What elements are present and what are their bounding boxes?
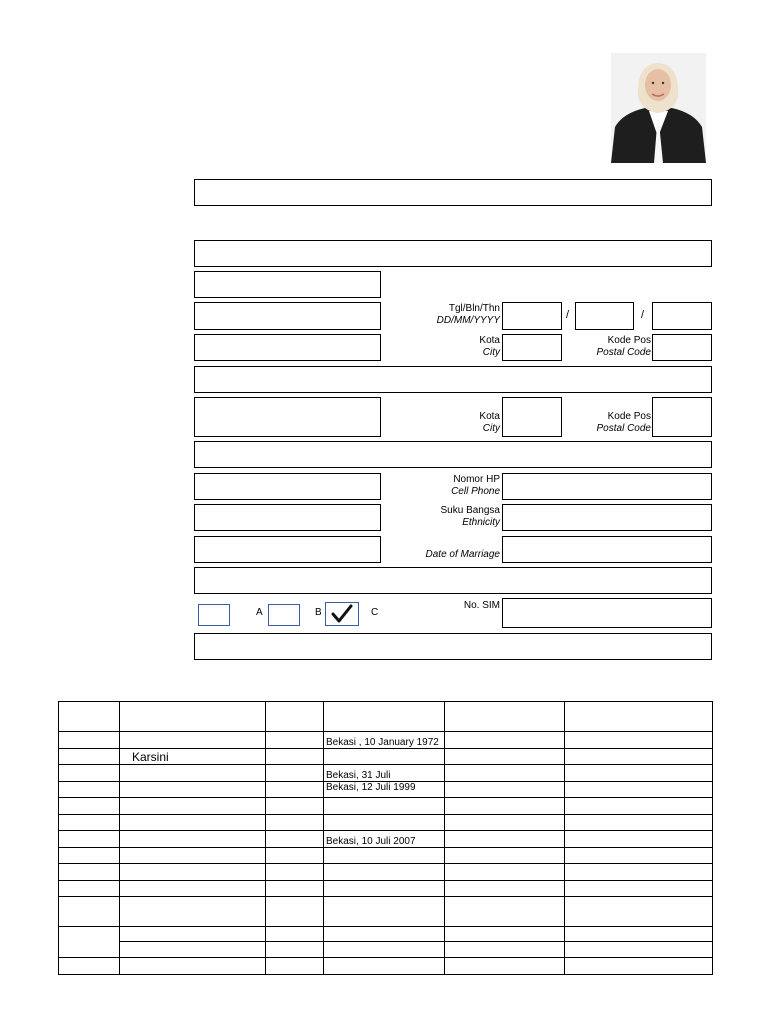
label-date-of-marriage: Date of Marriage [425,549,500,560]
table-cell [266,765,324,782]
table-cell [59,732,120,749]
table-cell [445,897,565,927]
field-row-wide-1[interactable] [194,240,712,267]
table-cell [266,942,324,958]
table-cell [266,798,324,815]
checkmark-icon [326,603,358,625]
table-cell [266,815,324,831]
table-cell [565,897,713,927]
family-table [58,701,713,975]
table-cell: Bekasi, 12 Juli 1999 [324,782,445,798]
table-cell [59,897,120,927]
table-cell [324,848,445,864]
sim-a-checkbox[interactable] [198,604,230,626]
label-postal-2: Kode Pos Postal Code [596,411,651,434]
table-cell [59,831,120,848]
table-cell [266,732,324,749]
field-postal-1[interactable] [652,334,712,361]
table-cell [266,848,324,864]
table-cell [445,927,565,942]
table-cell [565,831,713,848]
field-row-wide-2[interactable] [194,366,712,393]
table-cell [324,881,445,897]
label-cell-phone: Nomor HP Cell Phone [451,474,500,497]
table-cell [445,848,565,864]
field-full-name[interactable] [194,179,712,206]
table-cell [266,831,324,848]
field-row-wide-4[interactable] [194,567,712,594]
field-row-wide-3[interactable] [194,441,712,468]
table-cell [120,782,266,798]
table-row [59,881,713,897]
table-row [59,815,713,831]
field-sim-number[interactable] [502,598,712,628]
date-separator: / [566,309,570,321]
table-cell [445,798,565,815]
table-cell [324,927,445,942]
table-cell [120,831,266,848]
field-left-5[interactable] [194,504,381,531]
table-row [59,732,713,749]
table-cell [120,765,266,782]
table-cell [120,864,266,881]
table-cell [445,815,565,831]
table-header-cell [445,702,565,732]
table-cell [59,798,120,815]
sim-c-checkbox[interactable] [325,602,359,626]
table-header-cell [266,702,324,732]
table-cell [266,782,324,798]
sim-b-checkbox[interactable] [268,604,300,626]
table-cell [565,815,713,831]
table-cell [565,958,713,975]
table-cell [565,848,713,864]
table-cell [565,782,713,798]
table-cell [445,864,565,881]
table-cell [59,881,120,897]
table-cell [59,848,120,864]
date-separator: / [641,309,645,321]
sim-c-label: C [371,607,379,618]
table-cell [445,831,565,848]
table-cell [266,897,324,927]
table-cell [324,864,445,881]
label-sim-number: No. SIM [463,600,500,611]
table-cell [120,897,266,927]
sim-a-label: A [256,607,263,618]
label-postal-1: Kode Pos Postal Code [596,335,651,358]
table-cell [324,958,445,975]
field-left-6[interactable] [194,536,381,563]
table-cell [324,798,445,815]
table-cell [565,765,713,782]
table-cell [59,765,120,782]
table-cell [445,958,565,975]
table-cell [59,749,120,765]
label-city-1: Kota City [479,335,500,358]
table-header-cell [324,702,445,732]
table-cell [266,749,324,765]
table-cell [565,881,713,897]
field-address-2[interactable] [194,397,381,437]
field-date-of-marriage[interactable] [502,536,712,563]
table-cell [266,881,324,897]
label-city-2: Kota City [479,411,500,434]
table-row [59,798,713,815]
applicant-photo-image [611,53,706,163]
table-row [59,897,713,927]
field-left-4[interactable] [194,473,381,500]
table-row [59,864,713,881]
table-cell [120,927,266,942]
table-cell [445,881,565,897]
table-cell [120,815,266,831]
table-cell [445,732,565,749]
table-cell [565,927,713,942]
table-cell [120,958,266,975]
table-cell: Bekasi , 10 January 1972 [324,732,445,749]
table-cell [59,782,120,798]
table-row [59,765,713,782]
family-table-body [59,702,713,975]
table-cell [120,732,266,749]
table-cell: Bekasi, 10 Juli 2007 [324,831,445,848]
table-row [59,927,713,942]
table-cell [445,782,565,798]
table-cell [266,927,324,942]
table-cell [59,864,120,881]
field-row-wide-5[interactable] [194,633,712,660]
table-cell [565,732,713,749]
field-left-1[interactable] [194,271,381,298]
table-cell [120,848,266,864]
table-row [59,782,713,798]
table-header-cell [59,702,120,732]
table-cell [324,942,445,958]
field-ethnicity[interactable] [502,504,712,531]
table-cell [120,942,266,958]
table-header-cell [120,702,266,732]
table-cell [59,927,120,958]
table-cell [565,864,713,881]
table-cell: Bekasi, 31 Juli [324,765,445,782]
field-cell-phone[interactable] [502,473,712,500]
label-ethnicity: Suku Bangsa Ethnicity [440,505,500,528]
field-dob-year[interactable] [652,302,712,330]
table-cell [266,864,324,881]
table-cell [120,881,266,897]
applicant-photo [611,53,706,163]
table-cell [120,798,266,815]
table-row [59,942,713,958]
table-row [59,958,713,975]
field-left-2[interactable] [194,302,381,330]
field-postal-2[interactable] [652,397,712,437]
table-cell [445,942,565,958]
label-dob: Tgl/Bln/Thn DD/MM/YYYY [436,303,500,326]
sim-b-label: B [315,607,322,618]
table-cell [59,958,120,975]
table-cell: Karsini [120,749,266,765]
table-cell [324,815,445,831]
field-dob-day[interactable] [502,302,562,330]
table-cell [324,897,445,927]
table-cell [445,765,565,782]
table-row [59,831,713,848]
table-header-cell [565,702,713,732]
table-cell [324,749,445,765]
table-row [59,749,713,765]
table-cell [59,815,120,831]
table-row [59,848,713,864]
table-cell [565,798,713,815]
field-dob-month[interactable] [575,302,634,330]
table-cell [565,942,713,958]
table-cell [266,958,324,975]
table-cell [565,749,713,765]
field-left-3[interactable] [194,334,381,361]
table-header-row [59,702,713,732]
table-cell [445,749,565,765]
